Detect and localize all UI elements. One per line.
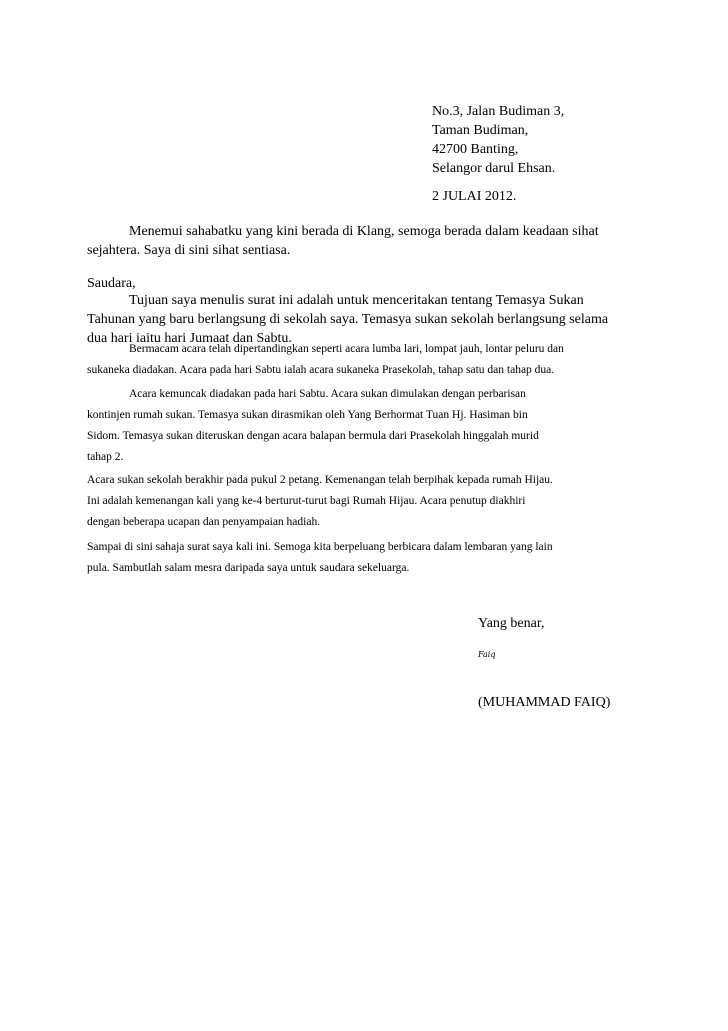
address-line-3: 42700 Banting, xyxy=(432,142,519,157)
address-line-4: Selangor darul Ehsan. xyxy=(432,161,556,176)
paragraph-3-line-4: tahap 2. xyxy=(87,451,124,463)
greeting-paragraph xyxy=(87,222,647,260)
paragraph-1-line-2: Tahunan yang baru berlangsung di sekolah saya. Temasya sukan sekolah berlangsung selama xyxy=(87,312,609,327)
greeting-line-1: Menemui sahabatku yang kini berada di Klang, semoga berada dalam keadaan sihat xyxy=(129,224,599,239)
paragraph-3 xyxy=(87,384,647,468)
paragraph-4-line-2: Ini adalah kemenangan kali yang ke-4 berturut-turut bagi Rumah Hijau. Acara penutup diakhiri xyxy=(87,495,526,507)
paragraph-5-line-1: Sampai di sini sahaja surat saya kali ini. Semoga kita berpeluang berbicara dalam lembaran yang lain xyxy=(87,541,553,553)
paragraph-5 xyxy=(87,537,647,579)
paragraph-2-line-2: sukaneka diadakan. Acara pada hari Sabtu ialah acara sukaneka Prasekolah, tahap satu dan tahap dua. xyxy=(87,364,555,376)
valediction: Yang benar, xyxy=(478,616,545,631)
paragraph-1-line-1: Tujuan saya menulis surat ini adalah untuk menceritakan tentang Temasya Sukan xyxy=(129,293,584,308)
paragraph-2-line-1: Bermacam acara telah dipertandingkan seperti acara lumba lari, lompat jauh, lontar peluru dan xyxy=(129,343,564,355)
paragraph-3-line-2: kontinjen rumah sukan. Temasya sukan dirasmikan oleh Yang Berhormat Tuan Hj. Hasiman bin xyxy=(87,409,528,421)
sender-address xyxy=(432,102,564,178)
paragraph-4 xyxy=(87,470,647,533)
paragraph-3-line-3: Sidom. Temasya sukan diteruskan dengan acara balapan bermula dari Prasekolah hinggalah murid xyxy=(87,430,539,442)
greeting-line-2: sejahtera. Saya di sini sihat sentiasa. xyxy=(87,243,291,258)
paragraph-4-line-1: Acara sukan sekolah berakhir pada pukul 2 petang. Kemenangan telah berpihak kepada rumah Hijau. xyxy=(87,474,553,486)
salutation: Saudara, xyxy=(87,276,136,291)
letter-date: 2 JULAI 2012. xyxy=(432,189,517,204)
signature: Faiq xyxy=(478,650,496,659)
paragraph-2 xyxy=(87,339,647,381)
paragraph-5-line-2: pula. Sambutlah salam mesra daripada saya untuk saudara sekeluarga. xyxy=(87,562,410,574)
paragraph-3-line-1: Acara kemuncak diadakan pada hari Sabtu. Acara sukan dimulakan dengan perbarisan xyxy=(129,388,526,400)
paragraph-4-line-3: dengan beberapa ucapan dan penyampaian hadiah. xyxy=(87,516,321,528)
paragraph-1-line-3: dua hari iaitu hari Jumaat dan Sabtu. xyxy=(87,331,292,346)
address-line-1: No.3, Jalan Budiman 3, xyxy=(432,104,565,119)
signatory-name: (MUHAMMAD FAIQ) xyxy=(478,695,611,710)
address-line-2: Taman Budiman, xyxy=(432,123,529,138)
